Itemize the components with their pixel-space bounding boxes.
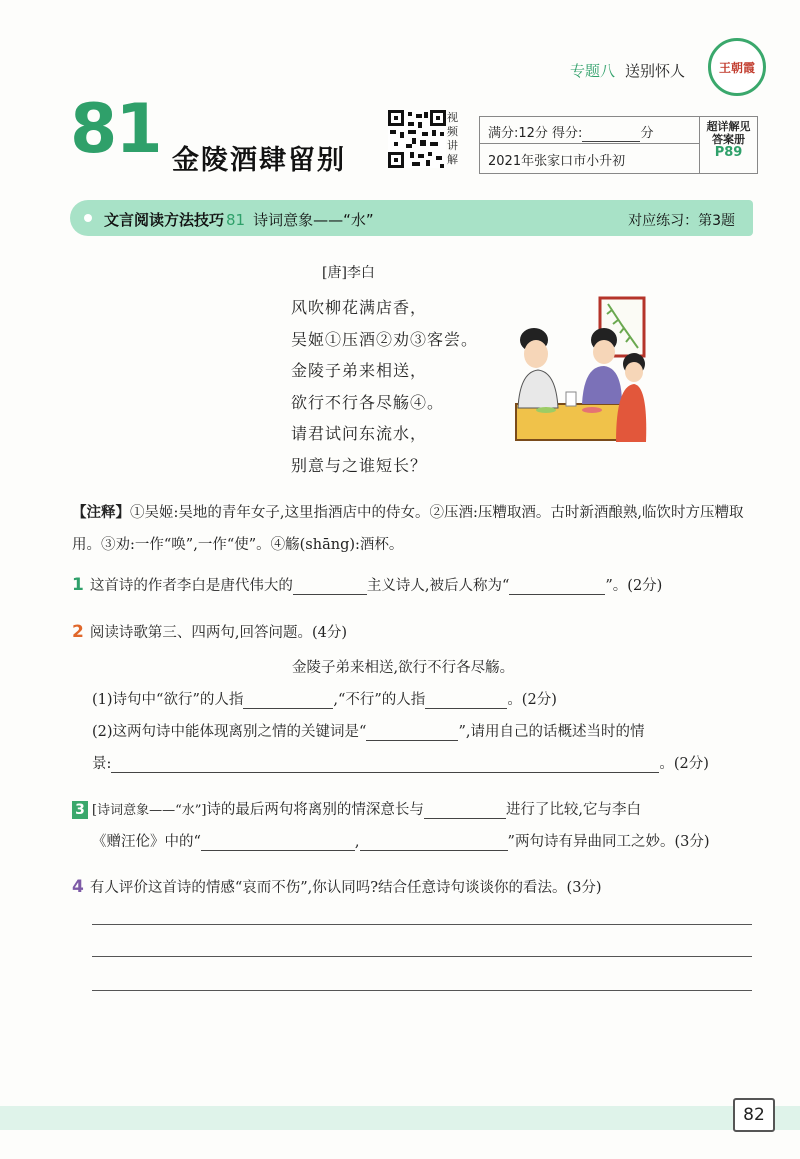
- lesson-number: 81: [70, 90, 161, 169]
- bullet-icon: [84, 214, 92, 222]
- question-number: 3: [72, 801, 88, 819]
- answer-blank[interactable]: [509, 578, 605, 595]
- question-1: 1 这首诗的作者李白是唐代伟大的 主义诗人,被后人称为“ ”。(2分): [72, 575, 663, 595]
- poem-line: 金陵子弟来相送，: [291, 361, 428, 380]
- answer-blank[interactable]: [293, 578, 367, 595]
- poem-illustration: [512, 296, 647, 444]
- topic-header: [570, 60, 685, 81]
- topic-label: 专题八: [570, 62, 616, 80]
- qr-label: 视频讲解: [447, 111, 458, 166]
- publisher-logo: 王朝霞: [708, 38, 766, 96]
- question-3-cont: 《赠汪伦》中的“ , ”两句诗有异曲同工之妙。(3分): [92, 834, 710, 850]
- poem-line: 别意与之谁短长？: [291, 455, 428, 475]
- score-blank[interactable]: [582, 126, 640, 142]
- writing-line[interactable]: [92, 956, 752, 957]
- notes-label: 【注释】: [72, 505, 130, 521]
- question-2-part-2-cont: 景: 。(2分): [92, 756, 709, 772]
- score-box: [479, 116, 758, 174]
- poem-text: [291, 292, 478, 481]
- poem-line: 风吹柳花满店香，: [291, 298, 428, 317]
- banner-label: 文言阅读方法技巧: [104, 211, 225, 229]
- topic-title: 送别怀人: [625, 62, 686, 80]
- question-2-quote: 金陵子弟来相送,欲行不行各尽觞。: [292, 660, 515, 676]
- banner-topic: 诗词意象——“水”: [253, 211, 374, 229]
- answer-blank[interactable]: [424, 802, 506, 819]
- lesson-title: 金陵酒肆留别: [172, 145, 346, 176]
- question-number: 1: [72, 575, 84, 595]
- writing-line[interactable]: [92, 990, 752, 991]
- answer-blank[interactable]: [425, 692, 507, 709]
- poem-author: [唐]李白: [322, 265, 375, 281]
- banner-number: 81: [226, 211, 246, 229]
- answer-blank[interactable]: [111, 756, 659, 773]
- poem-line: 欲行不行各尽觞④。: [291, 392, 445, 412]
- qr-code-icon[interactable]: [388, 110, 446, 168]
- notes-text: ①吴姬:吴地的青年女子,这里指酒店中的侍女。②压酒:压糟取酒。古时新酒酿熟,临饮时方压糟取用。③劝:一作“唤”,一作“使”。④觞(shāng):酒杯。: [72, 505, 744, 553]
- question-number: 4: [72, 877, 84, 897]
- method-banner: [70, 200, 753, 236]
- question-3: 3 [诗词意象——“水”]诗的最后两句将离别的情深意长与 进行了比较,它与李白: [72, 798, 762, 819]
- question-number: 2: [72, 622, 84, 642]
- poem-line: 请君试问东流水，: [291, 424, 428, 443]
- question-2-part-2: (2)这两句诗中能体现离别之情的关键词是“ ”,请用自己的话概述当时的情: [92, 724, 645, 740]
- annotation-notes: [72, 497, 752, 561]
- answer-blank[interactable]: [366, 724, 458, 741]
- poem-line: 吴姬①压酒②劝③客尝。: [291, 329, 479, 349]
- answer-blank[interactable]: [243, 692, 333, 709]
- question-2: 2 阅读诗歌第三、四两句,回答问题。(4分): [72, 622, 347, 642]
- question-4: 4 有人评价这首诗的情感“哀而不伤”,你认同吗?结合任意诗句谈谈你的看法。(3分): [72, 877, 602, 897]
- footer-strip: [0, 1106, 800, 1130]
- exam-source: 2021年张家口市小升初: [488, 154, 626, 169]
- answer-page: P89: [714, 145, 743, 160]
- writing-line[interactable]: [92, 924, 752, 925]
- question-tag: [诗词意象——“水”]: [92, 803, 207, 818]
- page-number: 82: [733, 1098, 775, 1132]
- question-2-part-1: (1)诗句中“欲行”的人指 ,“不行”的人指 。(2分): [92, 692, 557, 708]
- answer-blank[interactable]: [360, 834, 508, 851]
- score-line: 满分:12分 得分: 分: [480, 117, 699, 144]
- answer-reference: 超详解见 答案册 P89: [699, 117, 757, 173]
- answer-blank[interactable]: [201, 834, 355, 851]
- banner-practice: 对应练习：第3题: [628, 213, 735, 229]
